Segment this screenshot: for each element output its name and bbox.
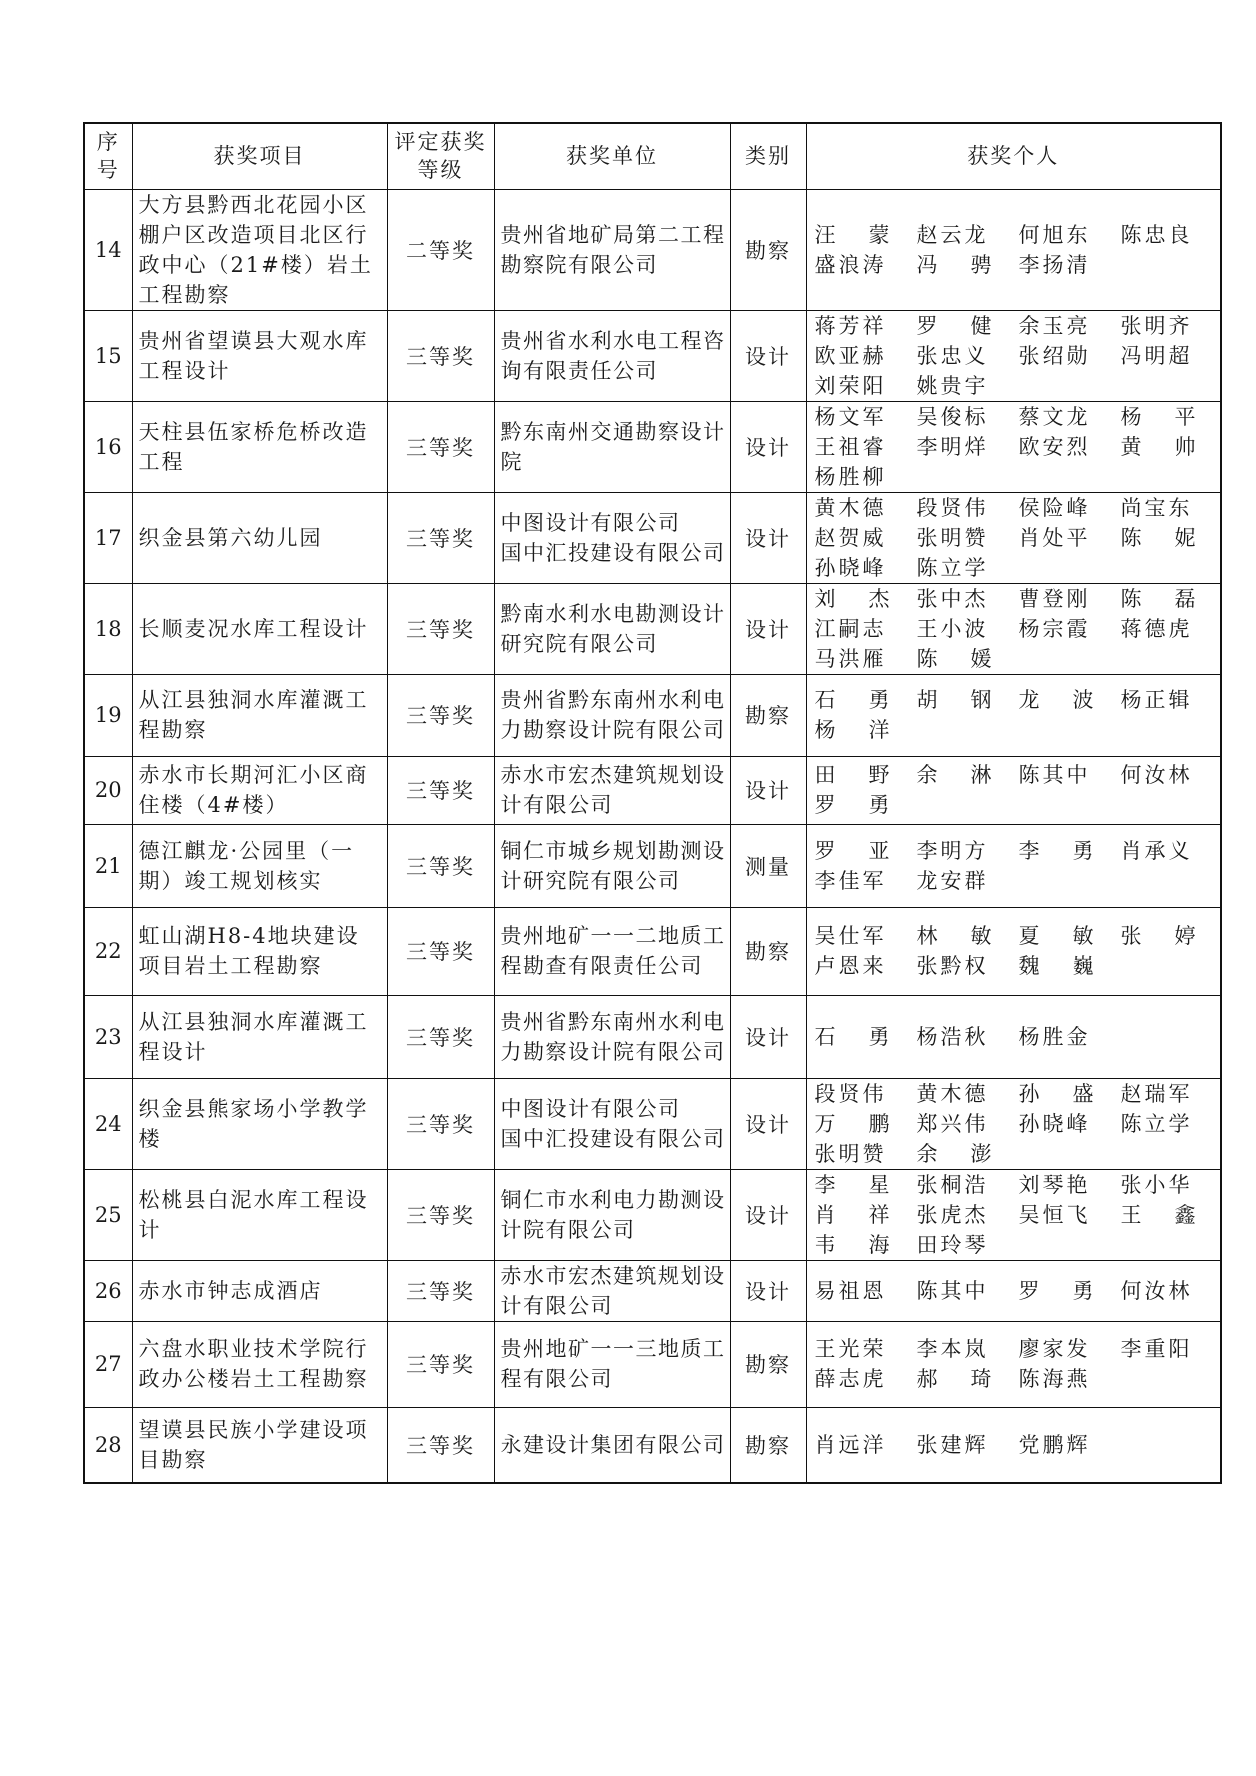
person-name: 李明方 <box>916 838 989 863</box>
person-name: 杨 平 <box>1120 404 1196 429</box>
person-name: 陈 媛 <box>916 646 992 671</box>
person-name: 田玲琴 <box>916 1232 989 1257</box>
person-name: 欧亚赫 <box>814 343 887 368</box>
person-name: 魏 巍 <box>1018 954 1094 978</box>
person-name: 万 鹏 <box>814 1111 890 1136</box>
person-name: 蒋德虎 <box>1120 616 1193 641</box>
award-level: 三等奖 <box>387 1078 494 1169</box>
table-row <box>84 1260 1221 1321</box>
person-name: 张忠义 <box>916 343 989 368</box>
people-list <box>815 836 1221 896</box>
row-number: 24 <box>84 1078 132 1169</box>
award-unit <box>494 1169 730 1260</box>
person-name: 王祖睿 <box>814 434 887 459</box>
person-name: 李扬清 <box>1018 252 1091 277</box>
person-name: 张明赞 <box>814 1141 887 1166</box>
award-unit <box>494 1078 730 1169</box>
person-name: 赵贺威 <box>814 525 887 550</box>
person-name: 陈立学 <box>916 555 989 580</box>
award-people <box>806 189 1221 310</box>
person-name: 曹登刚 <box>1018 586 1091 611</box>
person-name: 江嗣志 <box>814 616 887 641</box>
award-level: 三等奖 <box>387 995 494 1078</box>
award-people <box>806 401 1221 492</box>
award-level: 三等奖 <box>387 1321 494 1407</box>
award-category: 设计 <box>730 310 806 401</box>
person-name: 侯险峰 <box>1018 495 1091 520</box>
person-name: 盛浪涛 <box>814 252 887 277</box>
unit-name: 黔东南州交通勘察设计院 <box>500 419 726 474</box>
unit-name: 中图设计有限公司 <box>500 510 681 535</box>
table-row <box>84 492 1221 583</box>
people-list <box>815 760 1221 820</box>
row-number: 18 <box>84 583 132 674</box>
row-number: 25 <box>84 1169 132 1260</box>
person-name: 黄木德 <box>916 1081 989 1106</box>
person-name: 陈其中 <box>916 1278 989 1303</box>
table-row <box>84 189 1221 310</box>
person-name: 王 鑫 <box>1120 1202 1196 1227</box>
award-level: 三等奖 <box>387 756 494 824</box>
award-category: 设计 <box>730 401 806 492</box>
person-name: 杨浩秋 <box>916 1024 989 1049</box>
award-level: 三等奖 <box>387 824 494 907</box>
award-level: 三等奖 <box>387 583 494 674</box>
project-name: 从江县独洞水库灌溉工程设计 <box>132 995 387 1078</box>
row-number: 28 <box>84 1407 132 1483</box>
table-row <box>84 401 1221 492</box>
unit-name: 贵州省地矿局第二工程勘察院有限公司 <box>500 222 726 277</box>
person-name: 罗 勇 <box>814 793 890 817</box>
unit-name: 铜仁市水利电力勘测设计院有限公司 <box>500 1187 726 1242</box>
award-category: 设计 <box>730 492 806 583</box>
row-number: 21 <box>84 824 132 907</box>
person-name: 薛志虎 <box>814 1367 887 1391</box>
project-name: 大方县黔西北花园小区棚户区改造项目北区行政中心（21#楼）岩土工程勘察 <box>132 189 387 310</box>
people-list <box>815 921 1221 981</box>
person-name: 吴俊标 <box>916 404 989 429</box>
person-name: 罗 勇 <box>1018 1278 1094 1303</box>
person-name: 孙晓峰 <box>1018 1111 1091 1136</box>
person-name: 杨 洋 <box>814 718 890 742</box>
header-level: 评定获奖等级 <box>387 123 494 189</box>
person-name: 田 野 <box>814 763 890 787</box>
person-name: 张虎杰 <box>916 1202 989 1227</box>
project-name: 赤水市长期河汇小区商住楼（4#楼） <box>132 756 387 824</box>
person-name: 尚宝东 <box>1120 495 1193 520</box>
people-list <box>815 311 1221 401</box>
people-list <box>815 1170 1221 1260</box>
people-list <box>815 1334 1221 1394</box>
person-name: 李佳军 <box>814 868 887 893</box>
header-row <box>84 123 1221 189</box>
person-name: 胡 钢 <box>916 688 992 712</box>
unit-name: 赤水市宏杰建筑规划设计有限公司 <box>500 1263 726 1318</box>
award-level: 三等奖 <box>387 401 494 492</box>
person-name: 黄 帅 <box>1120 434 1196 459</box>
person-name: 余 淋 <box>916 763 992 787</box>
people-list <box>815 1276 1221 1306</box>
award-people <box>806 1321 1221 1407</box>
person-name: 李 星 <box>814 1172 890 1197</box>
people-list <box>815 584 1221 674</box>
header-no: 序号 <box>84 123 132 189</box>
award-unit <box>494 907 730 995</box>
header-unit: 获奖单位 <box>494 123 730 189</box>
unit-name: 贵州地矿一一三地质工程有限公司 <box>500 1337 726 1391</box>
unit-name: 贵州省水利水电工程咨询有限责任公司 <box>500 328 726 383</box>
person-name: 刘琴艳 <box>1018 1172 1091 1197</box>
person-name: 孙 盛 <box>1018 1081 1094 1106</box>
unit-name: 贵州省黔东南州水利电力勘察设计院有限公司 <box>500 688 726 742</box>
row-number: 19 <box>84 674 132 756</box>
award-category: 设计 <box>730 1260 806 1321</box>
award-unit <box>494 189 730 310</box>
person-name: 杨文军 <box>814 404 887 429</box>
person-name: 陈 磊 <box>1120 586 1196 611</box>
person-name: 张明赞 <box>916 525 989 550</box>
award-unit <box>494 492 730 583</box>
header-project: 获奖项目 <box>132 123 387 189</box>
award-unit <box>494 756 730 824</box>
award-level: 三等奖 <box>387 310 494 401</box>
award-unit <box>494 824 730 907</box>
person-name: 余玉亮 <box>1018 313 1091 338</box>
people-list <box>815 1022 1221 1052</box>
project-name: 从江县独洞水库灌溉工程勘察 <box>132 674 387 756</box>
award-people <box>806 824 1221 907</box>
award-unit <box>494 1260 730 1321</box>
person-name: 张明齐 <box>1120 313 1193 338</box>
row-number: 14 <box>84 189 132 310</box>
person-name: 何汝林 <box>1120 763 1193 787</box>
table-row <box>84 1321 1221 1407</box>
unit-name: 黔南水利水电勘测设计研究院有限公司 <box>500 601 726 656</box>
people-list <box>815 1430 1221 1460</box>
award-category: 勘察 <box>730 189 806 310</box>
table-row <box>84 1078 1221 1169</box>
award-level: 三等奖 <box>387 907 494 995</box>
person-name: 肖远洋 <box>814 1432 887 1457</box>
table-row <box>84 1169 1221 1260</box>
award-people <box>806 907 1221 995</box>
person-name: 林 敏 <box>916 924 992 948</box>
person-name: 廖家发 <box>1018 1337 1091 1361</box>
row-number: 22 <box>84 907 132 995</box>
award-people <box>806 583 1221 674</box>
person-name: 刘 杰 <box>814 586 890 611</box>
person-name: 黄木德 <box>814 495 887 520</box>
person-name: 杨宗霞 <box>1018 616 1091 641</box>
row-number: 23 <box>84 995 132 1078</box>
table-row <box>84 583 1221 674</box>
unit-name: 赤水市宏杰建筑规划设计有限公司 <box>500 763 726 817</box>
person-name: 李重阳 <box>1120 1337 1193 1361</box>
person-name: 肖承义 <box>1120 838 1193 863</box>
award-level: 三等奖 <box>387 1169 494 1260</box>
award-people <box>806 1078 1221 1169</box>
award-unit <box>494 674 730 756</box>
award-level: 三等奖 <box>387 674 494 756</box>
person-name: 张桐浩 <box>916 1172 989 1197</box>
award-unit <box>494 1407 730 1483</box>
person-name: 杨胜柳 <box>814 464 887 489</box>
table-row <box>84 907 1221 995</box>
award-category: 设计 <box>730 583 806 674</box>
people-list <box>815 220 1221 280</box>
project-name: 松桃县白泥水库工程设计 <box>132 1169 387 1260</box>
person-name: 罗 健 <box>916 313 992 338</box>
award-people <box>806 1169 1221 1260</box>
person-name: 何汝林 <box>1120 1278 1193 1303</box>
award-table <box>83 122 1222 1484</box>
award-category: 勘察 <box>730 907 806 995</box>
person-name: 汪 蒙 <box>814 222 890 247</box>
person-name: 冯明超 <box>1120 343 1193 368</box>
row-number: 16 <box>84 401 132 492</box>
award-people <box>806 674 1221 756</box>
header-category: 类别 <box>730 123 806 189</box>
people-list <box>815 1079 1221 1169</box>
person-name: 罗 亚 <box>814 838 890 863</box>
award-level: 三等奖 <box>387 492 494 583</box>
person-name: 李本岚 <box>916 1337 989 1361</box>
person-name: 张黔权 <box>916 954 989 978</box>
award-category: 勘察 <box>730 674 806 756</box>
person-name: 李 勇 <box>1018 838 1094 863</box>
people-list <box>815 402 1221 492</box>
person-name: 何旭东 <box>1018 222 1091 247</box>
unit-name: 国中汇投建设有限公司 <box>500 540 726 565</box>
person-name: 陈 妮 <box>1120 525 1196 550</box>
person-name: 王小波 <box>916 616 989 641</box>
table-body <box>84 189 1221 1483</box>
project-name: 虹山湖H8-4地块建设项目岩土工程勘察 <box>132 907 387 995</box>
award-level: 三等奖 <box>387 1407 494 1483</box>
award-unit <box>494 1321 730 1407</box>
person-name: 张绍勋 <box>1018 343 1091 368</box>
person-name: 王光荣 <box>814 1337 887 1361</box>
award-category: 测量 <box>730 824 806 907</box>
person-name: 石 勇 <box>814 688 890 712</box>
person-name: 赵云龙 <box>916 222 989 247</box>
person-name: 姚贵宇 <box>916 373 989 398</box>
project-name: 贵州省望谟县大观水库工程设计 <box>132 310 387 401</box>
award-unit <box>494 583 730 674</box>
project-name: 天柱县伍家桥危桥改造工程 <box>132 401 387 492</box>
person-name: 夏 敏 <box>1018 924 1094 948</box>
person-name: 余 澎 <box>916 1141 992 1166</box>
table-row <box>84 1407 1221 1483</box>
person-name: 张 婷 <box>1120 924 1196 948</box>
row-number: 17 <box>84 492 132 583</box>
person-name: 陈忠良 <box>1120 222 1193 247</box>
person-name: 蒋芳祥 <box>814 313 887 338</box>
award-category: 设计 <box>730 1078 806 1169</box>
row-number: 26 <box>84 1260 132 1321</box>
award-unit <box>494 995 730 1078</box>
person-name: 党鹏辉 <box>1018 1432 1091 1457</box>
unit-name: 永建设计集团有限公司 <box>500 1432 726 1457</box>
person-name: 吴仕军 <box>814 924 887 948</box>
header-people: 获奖个人 <box>806 123 1221 189</box>
project-name: 六盘水职业技术学院行政办公楼岩土工程勘察 <box>132 1321 387 1407</box>
person-name: 陈其中 <box>1018 763 1091 787</box>
row-number: 27 <box>84 1321 132 1407</box>
person-name: 段贤伟 <box>814 1081 887 1106</box>
person-name: 马洪雁 <box>814 646 887 671</box>
award-category: 设计 <box>730 995 806 1078</box>
person-name: 肖 祥 <box>814 1202 890 1227</box>
person-name: 郑兴伟 <box>916 1111 989 1136</box>
award-unit <box>494 310 730 401</box>
unit-name: 国中汇投建设有限公司 <box>500 1126 726 1151</box>
person-name: 龙安群 <box>916 868 989 893</box>
person-name: 杨正辑 <box>1120 688 1193 712</box>
project-name: 长顺麦况水库工程设计 <box>132 583 387 674</box>
person-name: 石 勇 <box>814 1024 890 1049</box>
row-number: 20 <box>84 756 132 824</box>
award-people <box>806 1260 1221 1321</box>
award-people <box>806 995 1221 1078</box>
person-name: 卢恩来 <box>814 954 887 978</box>
project-name: 织金县第六幼儿园 <box>132 492 387 583</box>
person-name: 陈立学 <box>1120 1111 1193 1136</box>
people-list <box>815 493 1221 583</box>
award-people <box>806 492 1221 583</box>
unit-name: 中图设计有限公司 <box>500 1096 681 1121</box>
person-name: 李明烊 <box>916 434 989 459</box>
person-name: 郝 琦 <box>916 1367 992 1391</box>
person-name: 陈海燕 <box>1018 1367 1091 1391</box>
award-category: 设计 <box>730 756 806 824</box>
unit-name: 贵州省黔东南州水利电力勘察设计院有限公司 <box>500 1009 726 1064</box>
person-name: 吴恒飞 <box>1018 1202 1091 1227</box>
award-unit <box>494 401 730 492</box>
award-category: 设计 <box>730 1169 806 1260</box>
person-name: 肖处平 <box>1018 525 1091 550</box>
project-name: 德江麒龙·公园里（一期）竣工规划核实 <box>132 824 387 907</box>
person-name: 龙 波 <box>1018 688 1094 712</box>
project-name: 赤水市钟志成酒店 <box>132 1260 387 1321</box>
award-people <box>806 756 1221 824</box>
row-number: 15 <box>84 310 132 401</box>
person-name: 杨胜金 <box>1018 1024 1091 1049</box>
person-name: 张中杰 <box>916 586 989 611</box>
person-name: 韦 海 <box>814 1232 890 1257</box>
unit-name: 铜仁市城乡规划勘测设计研究院有限公司 <box>500 838 726 893</box>
person-name: 张建辉 <box>916 1432 989 1457</box>
award-people <box>806 310 1221 401</box>
project-name: 望谟县民族小学建设项目勘察 <box>132 1407 387 1483</box>
award-people <box>806 1407 1221 1483</box>
people-list <box>815 685 1221 745</box>
person-name: 赵瑞军 <box>1120 1081 1193 1106</box>
table-row <box>84 674 1221 756</box>
person-name: 段贤伟 <box>916 495 989 520</box>
table-row <box>84 995 1221 1078</box>
person-name: 张小华 <box>1120 1172 1193 1197</box>
award-level: 三等奖 <box>387 1260 494 1321</box>
project-name: 织金县熊家场小学教学楼 <box>132 1078 387 1169</box>
table-row <box>84 756 1221 824</box>
person-name: 蔡文龙 <box>1018 404 1091 429</box>
person-name: 易祖恩 <box>814 1278 887 1303</box>
person-name: 孙晓峰 <box>814 555 887 580</box>
table-row <box>84 824 1221 907</box>
award-category: 勘察 <box>730 1407 806 1483</box>
person-name: 冯 骋 <box>916 252 992 277</box>
person-name: 欧安烈 <box>1018 434 1091 459</box>
award-level: 二等奖 <box>387 189 494 310</box>
table-row <box>84 310 1221 401</box>
award-category: 勘察 <box>730 1321 806 1407</box>
unit-name: 贵州地矿一一二地质工程勘查有限责任公司 <box>500 924 726 978</box>
person-name: 刘荣阳 <box>814 373 887 398</box>
